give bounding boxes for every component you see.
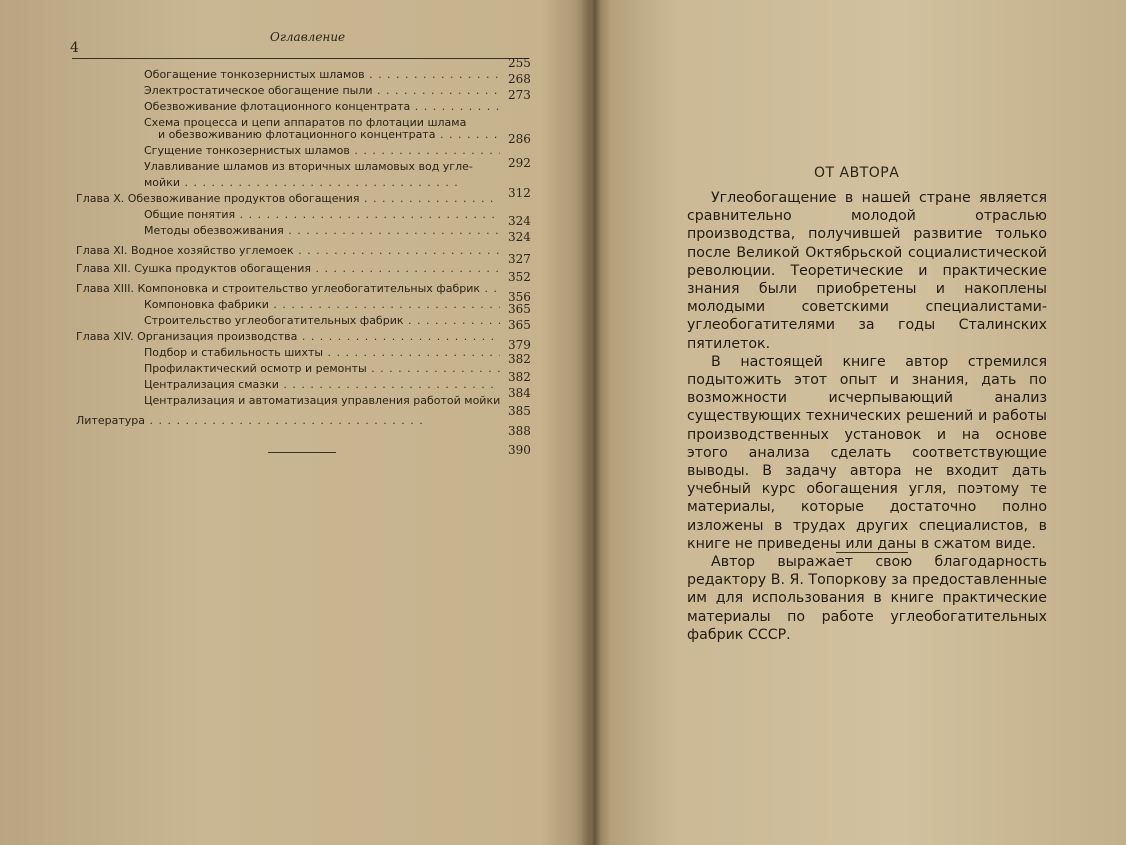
toc-entry: Централизация и автоматизация управления работой мойки . . . [144,394,500,407]
toc-chapter-entry: Литература . . . [76,414,424,427]
toc-entry: Схема процесса и цепи аппаратов по флотации шлама [144,116,467,129]
toc-page-number: 268 [508,72,531,86]
toc-page-number: 324 [508,214,531,228]
preface-paragraph: Углеобогащение в нашей стране является сравнительно молодой отраслью производства, получившей развитие только после Великой Октябрьской социалистической революции. Теоретические и практические знания были приобретены и накоплены молодыми советскими специалистами-углеобогатителями за годы Сталинских пятилеток. [687,190,1047,352]
toc-page-number: 327 [508,252,531,266]
toc-chapter-entry: Глава XIII. Компоновка и строительство углеобогатительных фабрик . . . [76,282,500,295]
toc-page-number: 356 [508,290,531,304]
toc-page-number: 292 [508,156,531,170]
end-rule [836,552,908,553]
toc-page-number: 352 [508,270,531,284]
toc-entry: Централизация смазки . . . [144,378,500,391]
preface-title: ОТ АВТОРА [814,165,900,181]
toc-chapter-entry: Глава XIV. Организация производства . . . [76,330,500,343]
toc-entry: Обезвоживание флотационного концентрата . . . [144,100,500,113]
toc-list [0,0,500,845]
toc-chapter-entry: Глава XI. Водное хозяйство углемоек . . . [76,244,500,257]
toc-chapter-entry: Глава X. Обезвоживание продуктов обогащения . . . [76,192,500,205]
toc-entry: Сгущение тонкозернистых шламов . . . [144,144,500,157]
toc-entry: Профилактический осмотр и ремонты . . . [144,362,500,375]
toc-page-number: 324 [508,230,531,244]
toc-entry: Подбор и стабильность шихты . . . [144,346,500,359]
toc-page-number: 286 [508,132,531,146]
toc-entry: Улавливание шламов из вторичных шламовых вод угле- [144,160,473,173]
page-number: 4 [70,40,79,56]
preface-text [687,189,1047,644]
toc-entry: Электростатическое обогащение пыли . . . [144,84,500,97]
toc-entry: Строительство углеобогатительных фабрик . . . [144,314,500,327]
running-head: Оглавление [270,30,346,44]
toc-entry: Общие понятия . . . [144,208,500,221]
preface-paragraph: В настоящей книге автор стремился подытожить этот опыт и знания, дать по возможности исчерпывающий анализ существующих технических решений и работы производственных установок и на основе этого анализа сделать соответствующие выводы. В задачу автора не входит дать учебный курс обогащения угля, поэтому те материалы, которые достаточно полно изложены в трудах других специалистов, в книге не приведены или даны в сжатом виде. [687,353,1047,552]
toc-entry: Компоновка фабрики . . . [144,298,500,311]
toc-page-number: 255 [508,56,531,70]
toc-page-number: 390 [508,443,531,457]
toc-page-number: 273 [508,88,531,102]
end-rule [268,452,336,453]
toc-page-number: 382 [508,370,531,384]
toc-page-number: 385 [508,404,531,418]
toc-entry: и обезвоживанию флотационного концентрата . . . [158,128,500,141]
toc-page-number: 365 [508,318,531,332]
toc-page-number: 379 [508,338,531,352]
toc-entry: Методы обезвоживания . . . [144,224,500,237]
toc-entry: Обогащение тонкозернистых шламов . . . [144,68,500,81]
toc-page-number: 388 [508,424,531,438]
toc-page-number: 382 [508,352,531,366]
toc-entry: мойки . . . [144,176,459,189]
toc-page-number: 312 [508,186,531,200]
toc-chapter-entry: Глава XII. Сушка продуктов обогащения . . . [76,262,500,275]
preface-paragraph: Автор выражает свою благодарность редактору В. Я. Топоркову за предоставленные им для использования в книге практические материалы по работе углеобогатительных фабрик СССР. [687,554,1047,643]
toc-page-number: 365 [508,302,531,316]
right-page [592,0,1126,845]
toc-page-number: 384 [508,386,531,400]
